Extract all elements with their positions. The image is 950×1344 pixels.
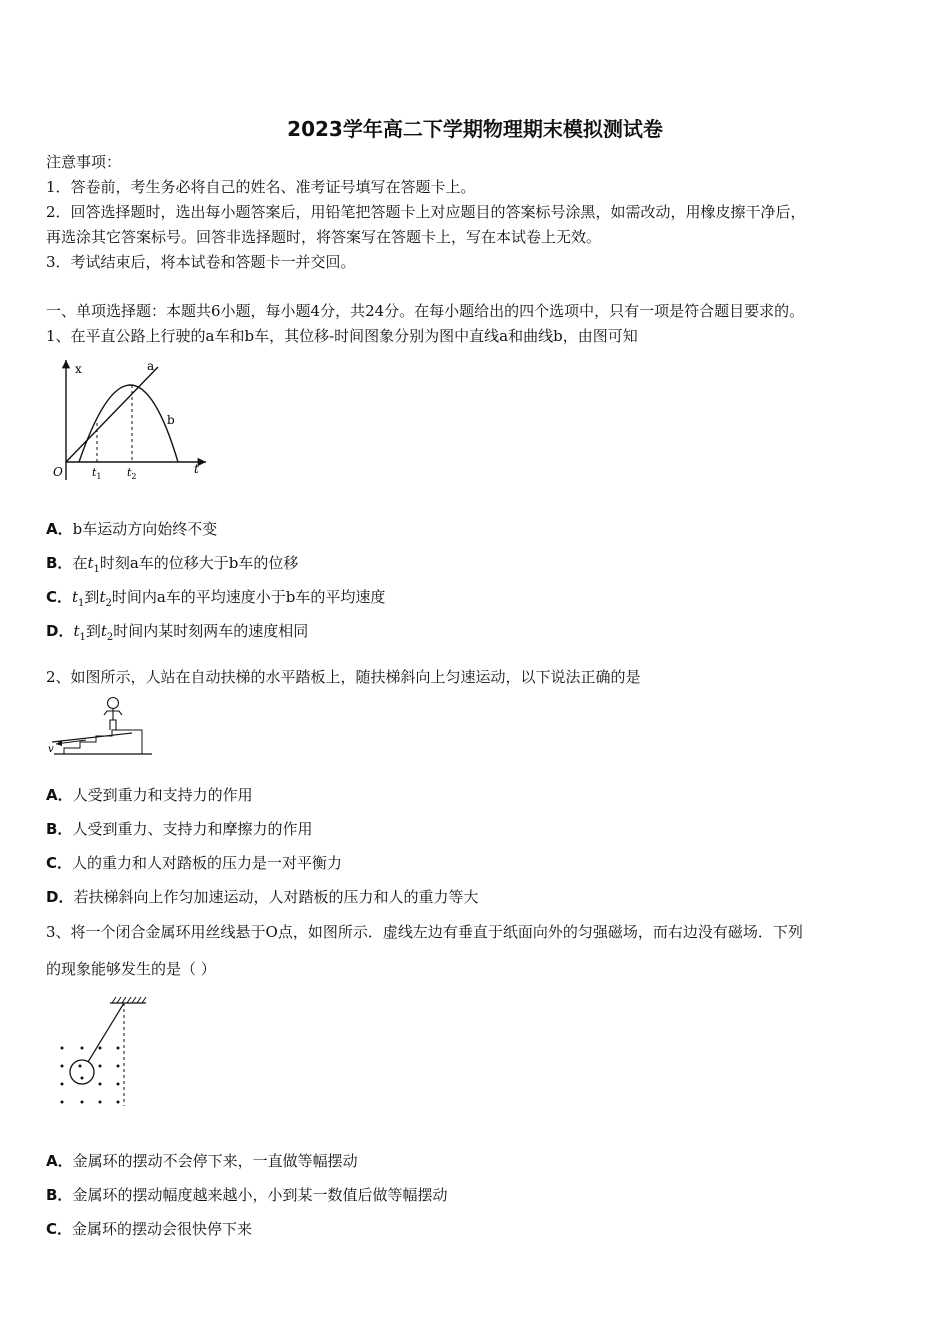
magnetic-field-dots bbox=[61, 1047, 120, 1104]
q2-option-b: B．人受到重力、支持力和摩擦力的作用 bbox=[46, 820, 313, 838]
q3-option-c: C．金属环的摆动会很快停下来 bbox=[46, 1220, 253, 1238]
notice-item-3: 3．考试结束后，将本试卷和答题卡一并交回。 bbox=[46, 253, 356, 271]
curve-b-label: b bbox=[167, 413, 175, 427]
q1-option-a: A．b车运动方向始终不变 bbox=[46, 520, 218, 538]
person-legs bbox=[110, 720, 116, 730]
t1-label: $t_1$ bbox=[92, 466, 102, 481]
notice-item-1: 1．答卷前，考生务必将自己的姓名、准考证号填写在答题卡上。 bbox=[46, 178, 476, 196]
q2-option-c: C．人的重力和人对踏板的压力是一对平衡力 bbox=[46, 854, 343, 872]
q1-xt-graph bbox=[46, 355, 216, 485]
person-head bbox=[108, 698, 119, 709]
section-heading: 一、单项选择题：本题共6小题，每小题4分，共24分。在每小题给出的四个选项中，只有一项是符合题目要求的。 bbox=[46, 302, 805, 320]
suspension-thread bbox=[88, 1003, 124, 1062]
q1-option-d: D．$t_1$到$t_2$时间内某时刻两车的速度相同 bbox=[46, 622, 309, 643]
q2-option-d: D．若扶梯斜向上作匀加速运动，人对踏板的压力和人的重力等大 bbox=[46, 888, 479, 906]
line-a-label: a bbox=[147, 359, 155, 373]
metal-ring bbox=[70, 1060, 94, 1084]
q2-stem: 2、如图所示，人站在自动扶梯的水平踏板上，随扶梯斜向上匀速运动，以下说法正确的是 bbox=[46, 668, 641, 686]
q3-option-b: B．金属环的摆动幅度越来越小，小到某一数值后做等幅摆动 bbox=[46, 1186, 448, 1204]
q1-option-b: B．在$t_1$时刻a车的位移大于b车的位移 bbox=[46, 554, 299, 575]
x-axis-label: t bbox=[194, 462, 199, 476]
q1-stem: 1、在平直公路上行驶的a车和b车，其位移-时间图象分别为图中直线a和曲线b，由图可知 bbox=[46, 327, 638, 345]
q2-option-a: A．人受到重力和支持力的作用 bbox=[46, 786, 253, 804]
notice-item-2: 2．回答选择题时，选出每小题答案后，用铅笔把答题卡上对应题目的答案标号涂黑，如需改动，用橡皮擦干净后， bbox=[46, 203, 806, 221]
y-axis-label: x bbox=[75, 362, 82, 376]
q3-stem-line2: 的现象能够发生的是（ ） bbox=[46, 960, 216, 978]
origin-label: O bbox=[53, 465, 63, 479]
q3-stem-line1: 3、将一个闭合金属环用丝线悬于O点，如图所示．虚线左边有垂直于纸面向外的匀强磁场，而右边没有磁场．下列 bbox=[46, 923, 803, 941]
q2-escalator-figure bbox=[46, 694, 156, 764]
t2-label: $t_2$ bbox=[127, 466, 137, 481]
q1-option-c: C．$t_1$到$t_2$时间内a车的平均速度小于b车的平均速度 bbox=[46, 588, 386, 609]
exam-title: 2023学年高二下学期物理期末模拟测试卷 bbox=[287, 117, 663, 141]
escalator-slope bbox=[52, 733, 132, 742]
notice-item-2-cont: 再选涂其它答案标号。回答非选择题时，将答案写在答题卡上，写在本试卷上无效。 bbox=[46, 228, 602, 246]
q3-pendulum-figure bbox=[52, 994, 152, 1112]
line-a bbox=[66, 367, 158, 462]
notice-heading: 注意事项： bbox=[46, 153, 122, 171]
ceiling-hatch bbox=[112, 997, 146, 1003]
q3-option-a: A．金属环的摆动不会停下来，一直做等幅摆动 bbox=[46, 1152, 358, 1170]
velocity-label: v bbox=[48, 744, 54, 755]
